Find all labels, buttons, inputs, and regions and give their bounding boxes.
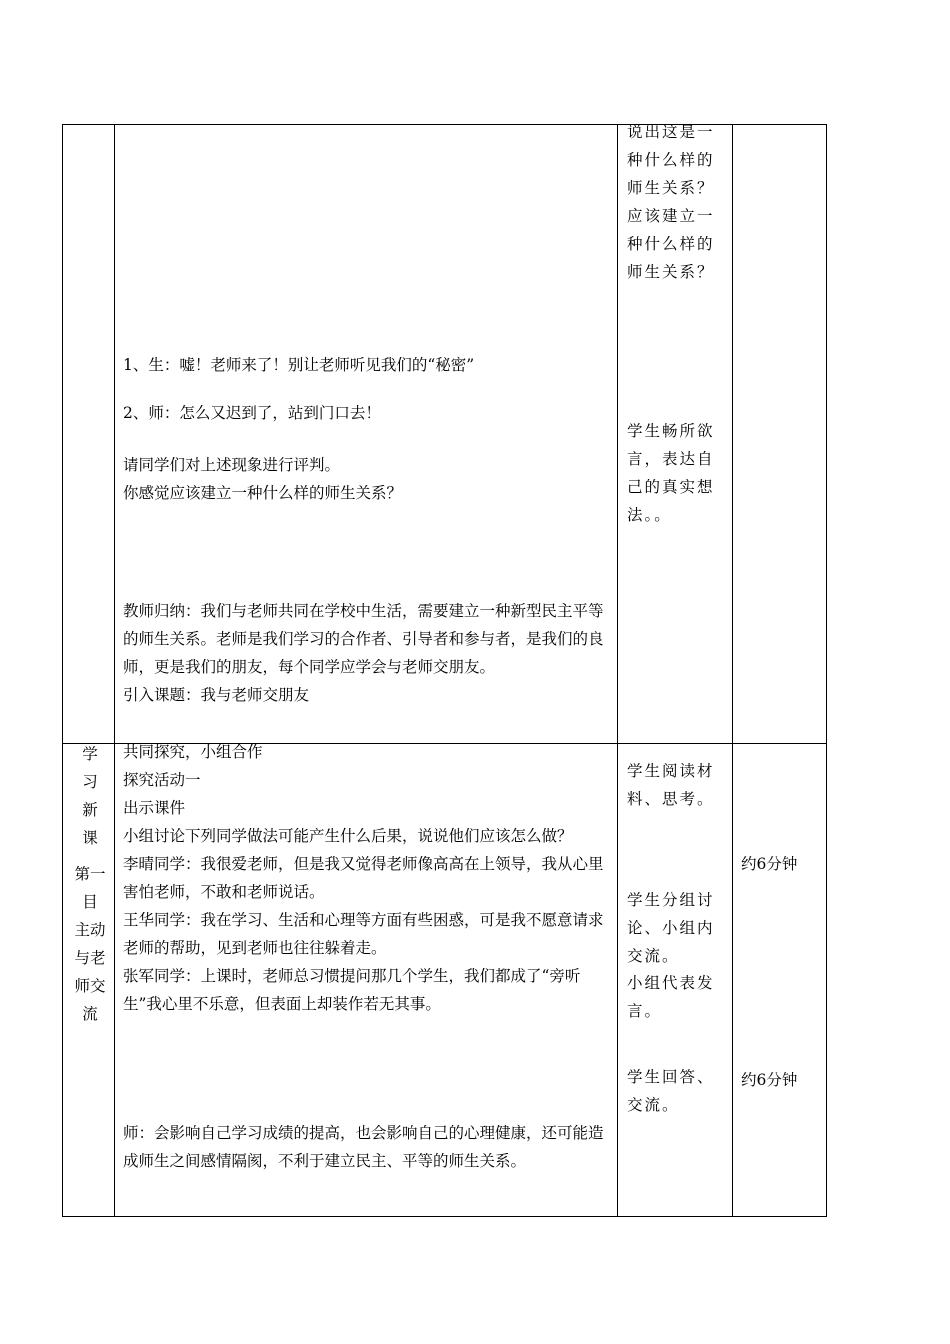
table-border-bottom — [62, 1216, 827, 1217]
scenario-2: 2、师：怎么又迟到了，站到门口去！ — [123, 404, 381, 422]
table-border-right — [826, 124, 827, 1217]
text-line: 种什么样的 — [627, 151, 715, 169]
text-line: 师生关系？ — [627, 263, 715, 281]
text-line: 法。。 — [627, 506, 672, 524]
text-line: 学生畅所欲 — [627, 422, 715, 440]
time-estimate-2: 约6分钟 — [741, 1071, 798, 1089]
group-representative: 小组代表发 言。 — [627, 974, 715, 1020]
scenario-1: 1、生：嘘！老师来了！别让老师听见我们的“秘密” — [123, 356, 475, 374]
discussion-prompt: 请同学们对上述现象进行评判。 你感觉应该建立一种什么样的师生关系？ — [123, 456, 403, 502]
table-divider-3 — [732, 124, 733, 1217]
text-line: 应该建立一 — [627, 207, 715, 225]
text-line: 己的真实想 — [627, 478, 715, 496]
text-line: 言，表达自 — [627, 450, 715, 468]
section-label: 学 习 新 课 第一 目 主动 与老 师交 流 — [74, 745, 106, 1023]
student-reading: 学生阅读材 料、思考。 — [627, 762, 715, 808]
table-divider-1 — [114, 124, 115, 1217]
text-line: 师生关系？ — [627, 179, 715, 197]
text-line: 说出这是一 — [627, 123, 715, 141]
row1-question-cell — [627, 118, 725, 286]
table-divider-2 — [617, 124, 618, 1217]
text-line: 种什么样的 — [627, 235, 715, 253]
teacher-comment: 师：会影响自己学习成绩的提高，也会影响自己的心理健康，还可能造成师生之间感情隔阂，不利于建立民主、平等的师生关系。 — [123, 1124, 604, 1170]
activity-content: 共同探究，小组合作 探究活动一 出示课件 小组讨论下列同学做法可能产生什么后果，说说他们应该怎么做？ 李晴同学：我很爱老师，但是我又觉得老师像高高在上领导，我从心里害怕老师，不敢和老师说话。 王华同学：我在学习、生活和心理等方面有些困惑，可是我不愿意请求老师的帮助，见到老师也往往躲着走。 张军同学：上课时，老师总习惯提问那几个学生，我们都成了“旁听生”我心里不乐意，但表面上却装作若无其事。 — [123, 743, 604, 1013]
row1-student-activity — [627, 417, 725, 529]
lesson-intro: 引入课题：我与老师交朋友 — [123, 686, 310, 704]
table-border-left — [62, 124, 63, 1217]
student-answer: 学生回答、 交流。 — [627, 1068, 715, 1114]
time-estimate-1: 约6分钟 — [741, 855, 798, 873]
student-group-discussion: 学生分组讨 论、小组内 交流。 — [627, 891, 715, 965]
teacher-summary: 教师归纳：我们与老师共同在学校中生活，需要建立一种新型民主平等的师生关系。老师是我们学习的合作者、引导者和参与者，是我们的良师，更是我们的朋友，每个同学应学会与老师交朋友。 引入课题：我与老师交朋友 — [123, 597, 611, 709]
